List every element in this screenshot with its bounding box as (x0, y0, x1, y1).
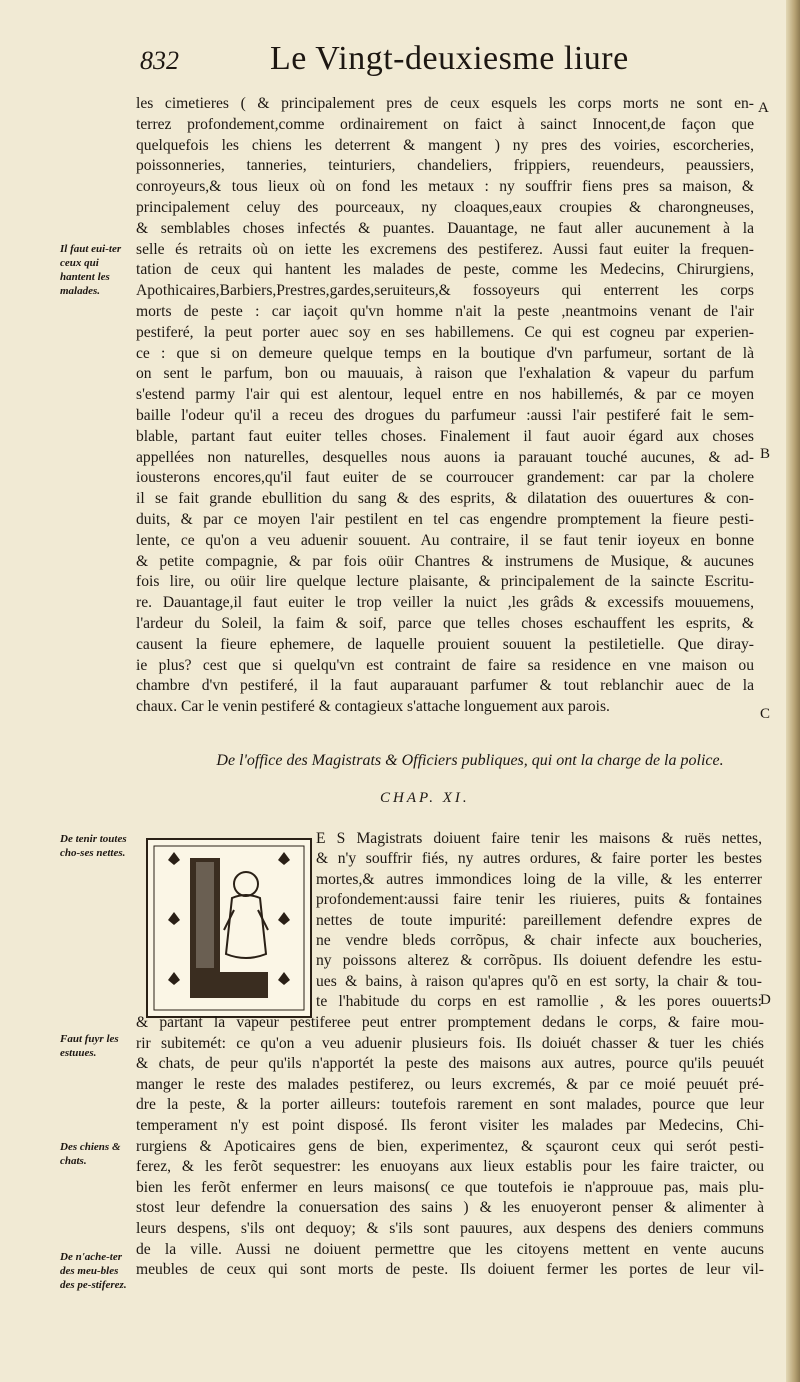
section-title: De l'office des Magistrats & Officiers publiques, qui ont la charge de la police. (216, 752, 724, 769)
chapter-line: & chats, de peur qu'ils n'apportét la peste des maisons aux autres, pource qu'ils peuuét (136, 1055, 764, 1073)
body-line: il se fait grande ebullition du sang & des esprits, & dilatation des ouuertures & con- (136, 490, 754, 508)
body-line: causent la fieure ephemere, de laquelle prouient souuent la pestiletielle. Que diray- (136, 635, 754, 653)
chapter-line: rurgiens & Apoticaires gens de bien, experimentez, & sçauront ceux qui serót pesti- (136, 1137, 764, 1155)
body-line: terrez profondement,comme ordinairement on faict à sainct Innocent,de façon que (136, 115, 754, 133)
body-line: s'estend parmy l'air qui est alentour, lequel entre en nos habillemés, & par ce moyen (136, 386, 754, 404)
chapter-line: nettes de toute impurité: pareillement defendre expres de (316, 911, 762, 929)
body-line: pestiferé, la peut porter auec soy en ses habillemens. Ce qui est cogneu par experien- (136, 323, 754, 341)
chapter-line: ferez, & les ferõt sequestrer: les enuoyans aux lieux establis pour les faire traicter, ou (136, 1158, 764, 1176)
chapter-line: E S Magistrats doiuent faire tenir les maisons & ruës nettes, (316, 830, 762, 847)
body-line: chambre d'vn pestiferé, il la faut auparauant parfumer & tout reblanchir auec de la (136, 677, 754, 695)
body-line: les cimetieres ( & principalement pres de ceux esquels les corps morts ne sont en- (136, 95, 754, 112)
margin-note-clean: De tenir toutes cho-ses nettes. (60, 833, 127, 859)
running-title: Le Vingt-deuxiesme liure (270, 40, 629, 77)
chapter-line: leurs despens, s'ils ont dequoy; & s'ils sont pauures, aux despens des deniers communs (136, 1219, 764, 1237)
body-line: baille l'odeur qu'il a receu des drogues du parfumeur :aussi l'air pestiferé fait le sem- (136, 406, 754, 424)
body-text (136, 94, 754, 718)
chapter-line: & n'y souffrir fiés, ny autres ordures, & faire porter les bestes (316, 850, 762, 868)
chapter-line: temperament n'y est point disposé. Ils feront visiter les malades par Medecins, Chi- (136, 1116, 764, 1134)
page-number: 832 (140, 46, 179, 75)
decorated-initial-illustration (148, 840, 310, 1016)
margin-note-avoid-visitors: Il faut eui-ter ceux qui hantent les malades. (60, 243, 122, 297)
body-line: selle és retraits où on iette les excremens des pestiferez. Aussi faut euiter la frequen- (136, 240, 754, 258)
body-line: morts de peste : car iaçoit qu'vn homme n'ait la peste ,neantmoins venant de l'air (136, 302, 754, 320)
body-line: iousterons encores,qu'il faut euiter de se courroucer grandement: car par la cholere (136, 469, 754, 487)
chapter-line: rir subitemét: ce qu'on a veu aduenir plusieurs fois. Ils doiuét chasser & tuer les chiés (136, 1034, 764, 1052)
chapter-line: mortes,& autres immondices loing de la ville, & les enterrer (316, 870, 762, 888)
margin-note-furniture: De n'ache-ter des meu-bles des pe-stiferez. (60, 1251, 127, 1291)
body-line: lente, ce qu'on a veu aduenir souuent. Au contraire, il se faut tenir ioyeux en bonne (136, 531, 754, 549)
chapter-line: meubles de ceux qui sont morts de peste. Ils doiuent fermer les portes de leur vil- (136, 1261, 764, 1279)
margin-letter-a: A (758, 100, 769, 116)
body-line: tation de ceux qui hantent les malades de peste, comme les Medecins, Chirurgiens, (136, 261, 754, 279)
body-line: appellées non naturelles, desquelles nous auons ia parauant touché aucunes, & ad- (136, 448, 754, 466)
body-line: blable, partant faut euiter telles choses. Finalement il faut auoir égard aux choses (136, 427, 754, 445)
page-edge (786, 0, 800, 1382)
margin-letter-c: C (760, 706, 771, 722)
body-line: ie plus? cest que si quelqu'vn est contraint de faire sa residence en vne maison ou (136, 656, 754, 674)
body-line: fois lire, ou oüir lire quelque lecture plaisante, & principalement de la saincte Escritu- (136, 573, 754, 591)
body-line: re. Dauantage,il faut euiter le trop veiller la nuict ,les grâds & excessifs mouuemens, (136, 594, 754, 612)
body-line: ce : que si on demeure quelque temps en la boutique d'vn parfumeur, sortant de là (136, 344, 754, 362)
body-line: l'ardeur du Soleil, la faim & soif, parce que telles choses eschauffent les esprits, & (136, 614, 754, 632)
chapter-line: manger le reste des malades pestiferez, ou leurs excremés, & par ce moié peuuét pré- (136, 1075, 764, 1093)
margin-note-dogs-cats: Des chiens & chats. (60, 1141, 121, 1167)
body-line: duits, & par ce moyen l'air pestilent en tel cas engendre promptement la fieure pesti- (136, 510, 754, 528)
running-head (140, 40, 740, 86)
margin-note-baths: Faut fuyr les estuues. (60, 1033, 119, 1059)
body-line: poissonneries, tanneries, teinturiers, chandeliers, frippiers, reuendeurs, peaussiers, (136, 157, 754, 175)
chapter-heading: CHAP. XI. (380, 790, 470, 806)
chapter-line: te l'habitude du corps en est ramollie , & les pores ouuerts: (316, 993, 762, 1011)
chapter-text-full-width (136, 1013, 764, 1281)
margin-letter-b: B (760, 446, 771, 462)
body-line: & petite compagnie, & par fois oüir Chantres & instrumens de Musique, & aucunes (136, 552, 754, 570)
body-line: quelquefois les chiens les deterrent & mangent ) ny pres des voiries, escorcheries, (136, 136, 754, 154)
body-line: conroyeurs,& tous lieux où on fond les metaux : ny souffrir fiens pres sa maison, & (136, 178, 754, 196)
chapter-line: dre la peste, & la porter ailleurs: toutefois rarement en sont malades, pource que leur (136, 1096, 764, 1114)
body-line: on sent le parfum, bon ou mauuais, à raison que l'exhalation & vapeur du parfum (136, 365, 754, 383)
margin-letter-d: D (760, 992, 771, 1008)
chapter-text-beside-initial (316, 829, 762, 1013)
chapter-line: de la ville. Aussi ne doiuent permettre que les citoyens mettent en vente aucuns (136, 1240, 764, 1258)
chapter-line: ues & bains, à raison qu'apres qu'õ en est sorty, la chair & tou- (316, 972, 762, 990)
chapter-line: ny poissons alterez & corrõpus. Ils doiuent defendre les estu- (316, 952, 762, 970)
decorated-initial-l (146, 838, 312, 1018)
chapter-line: stost leur defendre la conuersation des sains ) & les enuoyeront penser & alimenter à (136, 1199, 764, 1217)
chapter-line: bien les ferõt enfermer en leurs maisons( ce que toutefois ie n'approuue pas, mais plu- (136, 1178, 764, 1196)
body-line: & semblables choses infectés & puantes. Dauantage, ne faut aller aucunement à la (136, 219, 754, 237)
body-line: principalement celuy des pourceaux, ny cloaques,eaux croupies & charongneuses, (136, 198, 754, 216)
chapter-line: & partant la vapeur pestiferee peut entrer promptement dedans le corps, & faire mou- (136, 1014, 764, 1031)
chapter-line: profondement:aussi faire tenir les riuieres, puits & fontaines (316, 891, 762, 909)
body-line: chaux. Car le venin pestiferé & contagieux s'attache longuement aux parois. (136, 698, 610, 716)
body-line: Apothicaires,Barbiers,Prestres,gardes,seruiteurs,& fossoyeurs qui enterrent les corps (136, 282, 754, 300)
chapter-line: ne vendre bleds corrõpus, & chair infecte aux boucheries, (316, 932, 762, 950)
